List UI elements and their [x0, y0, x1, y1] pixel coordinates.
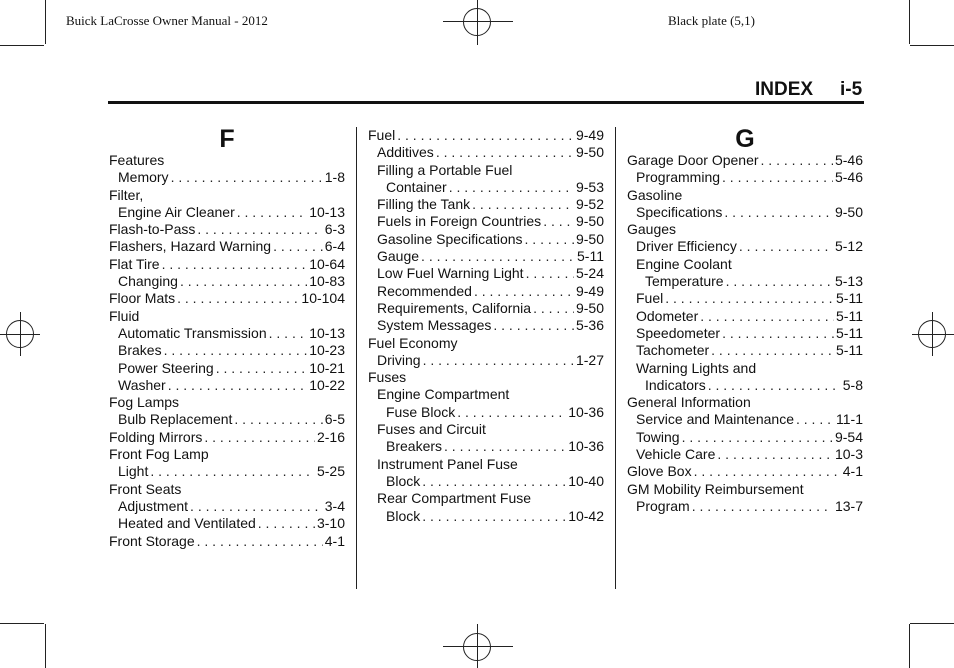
dot-leader — [190, 498, 323, 515]
entry-text: General Information — [627, 394, 751, 411]
section-letter: G — [735, 125, 755, 153]
entry-text: Temperature — [645, 273, 724, 290]
entry-page: 4-1 — [324, 532, 345, 549]
index-entry — [109, 498, 345, 515]
entry-page: 9-50 — [834, 203, 863, 220]
dot-leader — [162, 256, 308, 273]
index-entry — [109, 463, 345, 480]
index-column-1 — [109, 127, 345, 550]
entry-text: Warning Lights and — [636, 359, 757, 376]
section-title: INDEX — [755, 79, 814, 100]
entry-page: 6-3 — [324, 221, 345, 238]
entry-text: Container — [386, 178, 447, 195]
entry-page: 3-10 — [316, 515, 345, 532]
index-entry — [368, 335, 604, 352]
entry-page: 5-12 — [834, 238, 863, 255]
entry-text: Flat Tire — [109, 255, 160, 272]
index-entry — [627, 152, 863, 169]
entry-page: 1-27 — [575, 351, 604, 368]
column-divider — [356, 127, 357, 589]
entry-page: 9-54 — [834, 428, 863, 445]
page-number: i-5 — [840, 79, 863, 100]
entry-text: Fuses and Circuit — [377, 421, 486, 438]
index-entry — [109, 221, 345, 238]
index-entry — [109, 325, 345, 342]
index-entry — [627, 169, 863, 186]
entry-text: Additives — [377, 144, 434, 161]
index-entry — [627, 429, 863, 446]
entry-text: Fluid — [109, 307, 140, 324]
index-entry — [109, 515, 345, 532]
dot-leader — [739, 238, 833, 255]
entry-text: Garage Door Opener — [627, 152, 759, 168]
dot-leader — [234, 411, 322, 428]
entry-text: Fog Lamps — [109, 394, 180, 411]
entry-text: Block — [386, 472, 421, 489]
dot-leader — [269, 325, 308, 342]
entry-text: Speedometer — [636, 324, 721, 341]
entry-page: 10-36 — [568, 438, 604, 455]
entry-text: Adjustment — [118, 497, 189, 514]
index-entry — [109, 256, 345, 273]
dot-leader — [682, 429, 833, 446]
entry-text: Requirements, California — [377, 299, 532, 316]
index-entry — [627, 411, 863, 428]
index-entry — [368, 196, 604, 213]
entry-page: 10-42 — [568, 507, 604, 524]
entry-text: Washer — [118, 376, 166, 393]
entry-text: Filling the Tank — [377, 196, 471, 213]
dot-leader — [168, 377, 307, 394]
dot-leader — [171, 169, 323, 186]
entry-page: 6-5 — [324, 411, 345, 428]
entry-page: 10-23 — [309, 342, 345, 359]
entry-text: Glove Box — [627, 463, 692, 480]
index-entry — [627, 256, 863, 273]
index-entry — [368, 508, 604, 525]
index-entry — [368, 179, 604, 196]
entry-page: 6-4 — [324, 238, 345, 255]
entry-text: Specifications — [636, 203, 723, 220]
entry-text: Gasoline — [627, 186, 683, 203]
entry-text: System Messages — [377, 317, 492, 334]
index-entry — [368, 248, 604, 265]
column-divider — [615, 127, 616, 589]
dot-leader — [472, 196, 574, 213]
entry-text: Front Fog Lamp — [109, 446, 209, 463]
index-entry — [109, 360, 345, 377]
entry-text: Fuels in Foreign Countries — [377, 213, 542, 230]
entry-text: Filter, — [109, 186, 144, 203]
index-entry — [109, 204, 345, 221]
entry-text: Engine Compartment — [377, 386, 510, 403]
entry-text: Odometer — [636, 307, 699, 324]
index-entry — [627, 342, 863, 359]
entry-page: 5-25 — [316, 463, 345, 480]
index-entry — [627, 498, 863, 515]
manual-title: Buick LaCrosse Owner Manual - 2012 — [66, 13, 268, 28]
index-entry — [109, 411, 345, 428]
entry-page: 10-83 — [309, 273, 345, 290]
index-entry — [109, 394, 345, 411]
entry-page: 4-1 — [842, 463, 863, 480]
dot-leader — [216, 360, 307, 377]
entry-text: Changing — [118, 273, 178, 290]
index-entry — [109, 290, 345, 307]
index-entry — [368, 317, 604, 334]
entry-text: Front Seats — [109, 480, 182, 497]
index-entry — [368, 162, 604, 179]
entry-page: 1-8 — [324, 169, 345, 186]
entry-page: 9-49 — [575, 127, 604, 143]
dot-leader — [180, 273, 307, 290]
entry-page: 10-64 — [309, 255, 345, 272]
entry-page: 5-46 — [834, 169, 863, 186]
entry-page: 9-52 — [575, 196, 604, 213]
entry-page: 10-36 — [568, 403, 604, 420]
entry-text: GM Mobility Reimbursement — [627, 480, 804, 497]
entry-text: Light — [118, 463, 149, 480]
entry-page: 5-8 — [842, 376, 863, 393]
entry-page: 10-21 — [309, 359, 345, 376]
dot-leader — [177, 290, 299, 307]
entry-text: Rear Compartment Fuse — [377, 490, 532, 507]
index-entry — [627, 377, 863, 394]
section-letter: F — [219, 125, 235, 153]
index-entry — [368, 456, 604, 473]
dot-leader — [722, 325, 834, 342]
entry-text: Folding Mirrors — [109, 428, 203, 445]
dot-leader — [796, 411, 834, 428]
dot-leader — [436, 144, 574, 161]
dot-leader — [422, 473, 566, 490]
dot-leader — [444, 438, 566, 455]
entry-text: Engine Coolant — [636, 255, 732, 272]
dot-leader — [694, 463, 841, 480]
plate-label: Black plate (5,1) — [668, 13, 755, 28]
index-entry — [368, 473, 604, 490]
header-rule — [108, 101, 864, 104]
dot-leader — [692, 498, 833, 515]
entry-text: Driving — [377, 351, 421, 368]
index-entry — [627, 238, 863, 255]
dot-leader — [204, 429, 315, 446]
dot-leader — [197, 533, 323, 550]
entry-text: Low Fuel Warning Light — [377, 265, 524, 282]
entry-page: 10-22 — [309, 376, 345, 393]
entry-text: Bulb Replacement — [118, 411, 233, 428]
entry-page: 5-13 — [834, 273, 863, 290]
entry-text: Program — [636, 497, 690, 514]
entry-text: Flashers, Hazard Warning — [109, 238, 272, 255]
entry-text: Gauges — [627, 221, 677, 238]
entry-text: Instrument Panel Fuse — [377, 455, 518, 472]
entry-text: Gauge — [377, 248, 420, 265]
index-entry — [627, 308, 863, 325]
index-entry — [368, 352, 604, 369]
entry-page: 5-11 — [836, 324, 863, 341]
entry-text: Floor Mats — [109, 290, 176, 307]
index-entry — [368, 369, 604, 386]
dot-leader — [722, 169, 833, 186]
dot-leader — [526, 265, 574, 282]
index-entry — [109, 187, 345, 204]
index-entry — [368, 438, 604, 455]
index-entry — [368, 404, 604, 421]
index-column-2 — [368, 127, 604, 525]
index-entry — [627, 463, 863, 480]
dot-leader — [273, 238, 323, 255]
entry-text: Flash-to-Pass — [109, 221, 196, 238]
dot-leader — [423, 352, 574, 369]
index-entry — [368, 386, 604, 403]
dot-leader — [164, 342, 308, 359]
dot-leader — [457, 404, 566, 421]
dot-leader — [665, 290, 834, 307]
index-entry — [368, 213, 604, 230]
index-entry — [627, 273, 863, 290]
entry-page: 9-50 — [575, 230, 604, 247]
index-entry — [627, 481, 863, 498]
entry-page: 13-7 — [834, 497, 863, 514]
entry-text: Fuse Block — [386, 403, 456, 420]
entry-page: 10-40 — [568, 472, 604, 489]
index-entry — [368, 231, 604, 248]
index-entry — [109, 152, 345, 169]
index-entry — [627, 394, 863, 411]
entry-text: Engine Air Cleaner — [118, 203, 235, 220]
entry-page: 9-50 — [575, 144, 604, 161]
dot-leader — [150, 463, 315, 480]
entry-text: Indicators — [645, 376, 706, 393]
dot-leader — [197, 221, 322, 238]
index-entry — [109, 429, 345, 446]
entry-text: Gasoline Specifications — [377, 230, 523, 247]
dot-leader — [525, 231, 574, 248]
index-entry — [368, 144, 604, 161]
dot-leader — [474, 283, 574, 300]
dot-leader — [533, 300, 574, 317]
entry-page: 5-11 — [836, 342, 863, 359]
index-entry — [627, 204, 863, 221]
index-entry — [109, 481, 345, 498]
index-entry — [109, 377, 345, 394]
entry-text: Heated and Ventilated — [118, 515, 256, 532]
index-entry — [627, 446, 863, 463]
entry-text: Fuel Economy — [368, 334, 458, 351]
entry-page: 10-104 — [301, 290, 345, 307]
index-entry — [627, 221, 863, 238]
entry-page: 9-50 — [575, 299, 604, 316]
index-entry — [627, 325, 863, 342]
entry-text: Front Storage — [109, 532, 195, 549]
index-entry — [627, 290, 863, 307]
dot-leader — [237, 204, 307, 221]
index-entry — [627, 360, 863, 377]
dot-leader — [422, 508, 566, 525]
entry-text: Filling a Portable Fuel — [377, 161, 513, 178]
entry-text: Service and Maintenance — [636, 411, 794, 428]
index-entry — [109, 342, 345, 359]
entry-page: 9-49 — [575, 282, 604, 299]
index-entry — [368, 265, 604, 282]
entry-page: 10-13 — [309, 203, 345, 220]
entry-text: Block — [386, 507, 421, 524]
entry-text: Vehicle Care — [636, 446, 716, 463]
index-entry — [368, 283, 604, 300]
entry-text: Brakes — [118, 342, 162, 359]
dot-leader — [717, 446, 833, 463]
entry-text: Breakers — [386, 438, 443, 455]
dot-leader — [543, 213, 574, 230]
entry-page: 5-11 — [836, 290, 863, 307]
entry-text: Fuel — [636, 290, 664, 307]
dot-leader — [397, 127, 574, 144]
index-entry — [109, 169, 345, 186]
entry-page: 2-16 — [316, 428, 345, 445]
entry-text: Automatic Transmission — [118, 324, 267, 341]
entry-page: 10-13 — [309, 324, 345, 341]
entry-page: 5-11 — [577, 248, 604, 265]
index-entry — [109, 446, 345, 463]
entry-page: 5-36 — [575, 317, 604, 334]
entry-text: Towing — [636, 428, 680, 445]
entry-text: Fuses — [368, 369, 407, 386]
index-entry — [109, 308, 345, 325]
index-entry — [368, 421, 604, 438]
dot-leader — [258, 515, 315, 532]
entry-text: Driver Efficiency — [636, 238, 737, 255]
index-entry — [368, 490, 604, 507]
entry-page: 11-1 — [836, 411, 863, 428]
entry-page: 10-3 — [834, 446, 863, 463]
index-entry — [368, 300, 604, 317]
dot-leader — [726, 273, 833, 290]
entry-page: 5-46 — [834, 152, 863, 168]
index-entry — [627, 187, 863, 204]
entry-text: Recommended — [377, 282, 472, 299]
entry-page: 5-24 — [575, 265, 604, 282]
entry-text: Features — [109, 152, 165, 168]
entry-page: 5-11 — [836, 307, 863, 324]
dot-leader — [711, 342, 834, 359]
entry-page: 9-50 — [575, 213, 604, 230]
entry-page: 9-53 — [575, 178, 604, 195]
dot-leader — [493, 317, 574, 334]
dot-leader — [761, 152, 833, 169]
index-column-3 — [627, 127, 863, 515]
entry-text: Programming — [636, 169, 721, 186]
entry-text: Tachometer — [636, 342, 710, 359]
dot-leader — [724, 204, 833, 221]
dot-leader — [421, 248, 575, 265]
index-entry — [368, 127, 604, 144]
index-entry — [109, 533, 345, 550]
entry-text: Fuel — [368, 127, 396, 143]
dot-leader — [449, 179, 574, 196]
index-entry — [109, 238, 345, 255]
dot-leader — [708, 377, 841, 394]
entry-page: 3-4 — [324, 497, 345, 514]
index-entry — [109, 273, 345, 290]
entry-text: Power Steering — [118, 359, 214, 376]
entry-text: Memory — [118, 169, 169, 186]
dot-leader — [700, 308, 834, 325]
